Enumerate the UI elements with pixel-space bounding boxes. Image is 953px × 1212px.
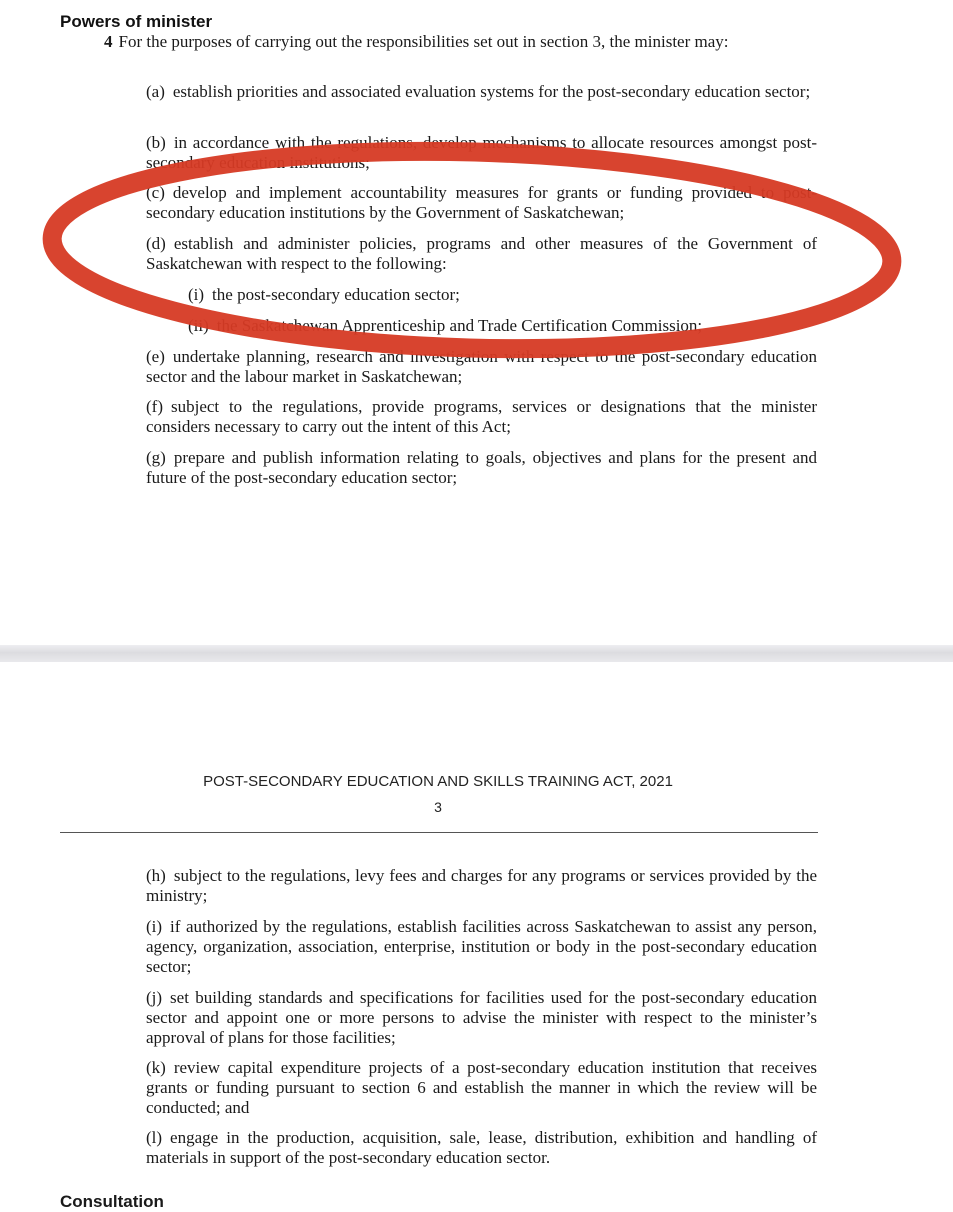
clause-h: [146, 866, 817, 906]
clause-text: subject to the regulations, provide programs, services or designations that the minister considers necessary to carry out the intent of this Act;: [146, 397, 817, 436]
clause-label: (h): [146, 866, 166, 885]
clause-text: develop and implement accountability measures for grants or funding provided to post-secondary education institutions by the Government of Saskatchewan;: [146, 183, 817, 222]
clause-l: [146, 1128, 817, 1168]
clause-label: (g): [146, 448, 166, 467]
clause-b: [146, 133, 817, 173]
clause-label: (k): [146, 1058, 166, 1077]
clause-label: (j): [146, 988, 163, 1007]
page-number: 3: [434, 799, 442, 815]
clause-label: (e): [146, 347, 165, 366]
clause-label: (f): [146, 397, 163, 416]
clause-i: [146, 917, 817, 977]
intro-text: For the purposes of carrying out the responsibilities set out in section 3, the minister may:: [118, 32, 729, 51]
clause-label: (c): [146, 183, 165, 202]
clause-k: [146, 1058, 817, 1118]
clause-j: [146, 988, 817, 1048]
clause-label: (d): [146, 234, 166, 253]
subclause-i: [188, 285, 817, 305]
clause-text: undertake planning, research and investigation with respect to the post-secondary education sector and the labour market in Saskatchewan;: [146, 347, 817, 386]
clause-label: (l): [146, 1128, 163, 1147]
clause-text: prepare and publish information relating to goals, objectives and plans for the present and future of the post-secondary education sector;: [146, 448, 817, 487]
clause-text: engage in the production, acquisition, sale, lease, distribution, exhibition and handling of materials in support of the post-secondary education sector.: [146, 1128, 817, 1167]
clause-f: [146, 397, 817, 437]
next-section-heading: Consultation: [60, 1192, 164, 1211]
section-number: 4: [104, 32, 113, 51]
clause-label: (a): [146, 82, 165, 101]
clause-c: [146, 183, 817, 223]
clause-text: if authorized by the regulations, establish facilities across Saskatchewan to assist any person, agency, organization, association, enterprise, institution or body in the post-secondary education sector;: [146, 917, 817, 976]
clause-a: [146, 82, 817, 102]
clause-label: (ii): [188, 316, 209, 335]
clause-g: [146, 448, 817, 488]
clause-d: [146, 234, 817, 274]
clause-text: the post-secondary education sector;: [212, 285, 460, 304]
clause-text: subject to the regulations, levy fees and charges for any programs or services provided by the ministry;: [146, 866, 817, 905]
page-separator: [0, 645, 953, 662]
clause-label: (b): [146, 133, 166, 152]
section-intro: [104, 32, 817, 52]
running-head: POST-SECONDARY EDUCATION AND SKILLS TRAINING ACT, 2021: [203, 773, 673, 790]
subclause-ii: [188, 316, 817, 336]
header-rule: [60, 832, 818, 833]
clause-text: review capital expenditure projects of a post-secondary education institution that receives grants or funding pursuant to section 6 and establish the manner in which the review will be conducted; and: [146, 1058, 817, 1117]
clause-text: the Saskatchewan Apprenticeship and Trade Certification Commission;: [216, 316, 703, 335]
section-heading: Powers of minister: [60, 12, 213, 31]
clause-text: establish and administer policies, programs and other measures of the Government of Saskatchewan with respect to the following:: [146, 234, 817, 273]
clause-text: in accordance with the regulations, develop mechanisms to allocate resources amongst post-secondary education institutions;: [146, 133, 817, 172]
clause-label: (i): [188, 285, 205, 304]
clause-text: set building standards and specifications for facilities used for the post-secondary education sector and appoint one or more persons to advise the minister with respect to the minister’s approval of plans for those facilities;: [146, 988, 817, 1047]
clause-label: (i): [146, 917, 163, 936]
clause-e: [146, 347, 817, 387]
clause-text: establish priorities and associated evaluation systems for the post-secondary education sector;: [172, 82, 811, 101]
